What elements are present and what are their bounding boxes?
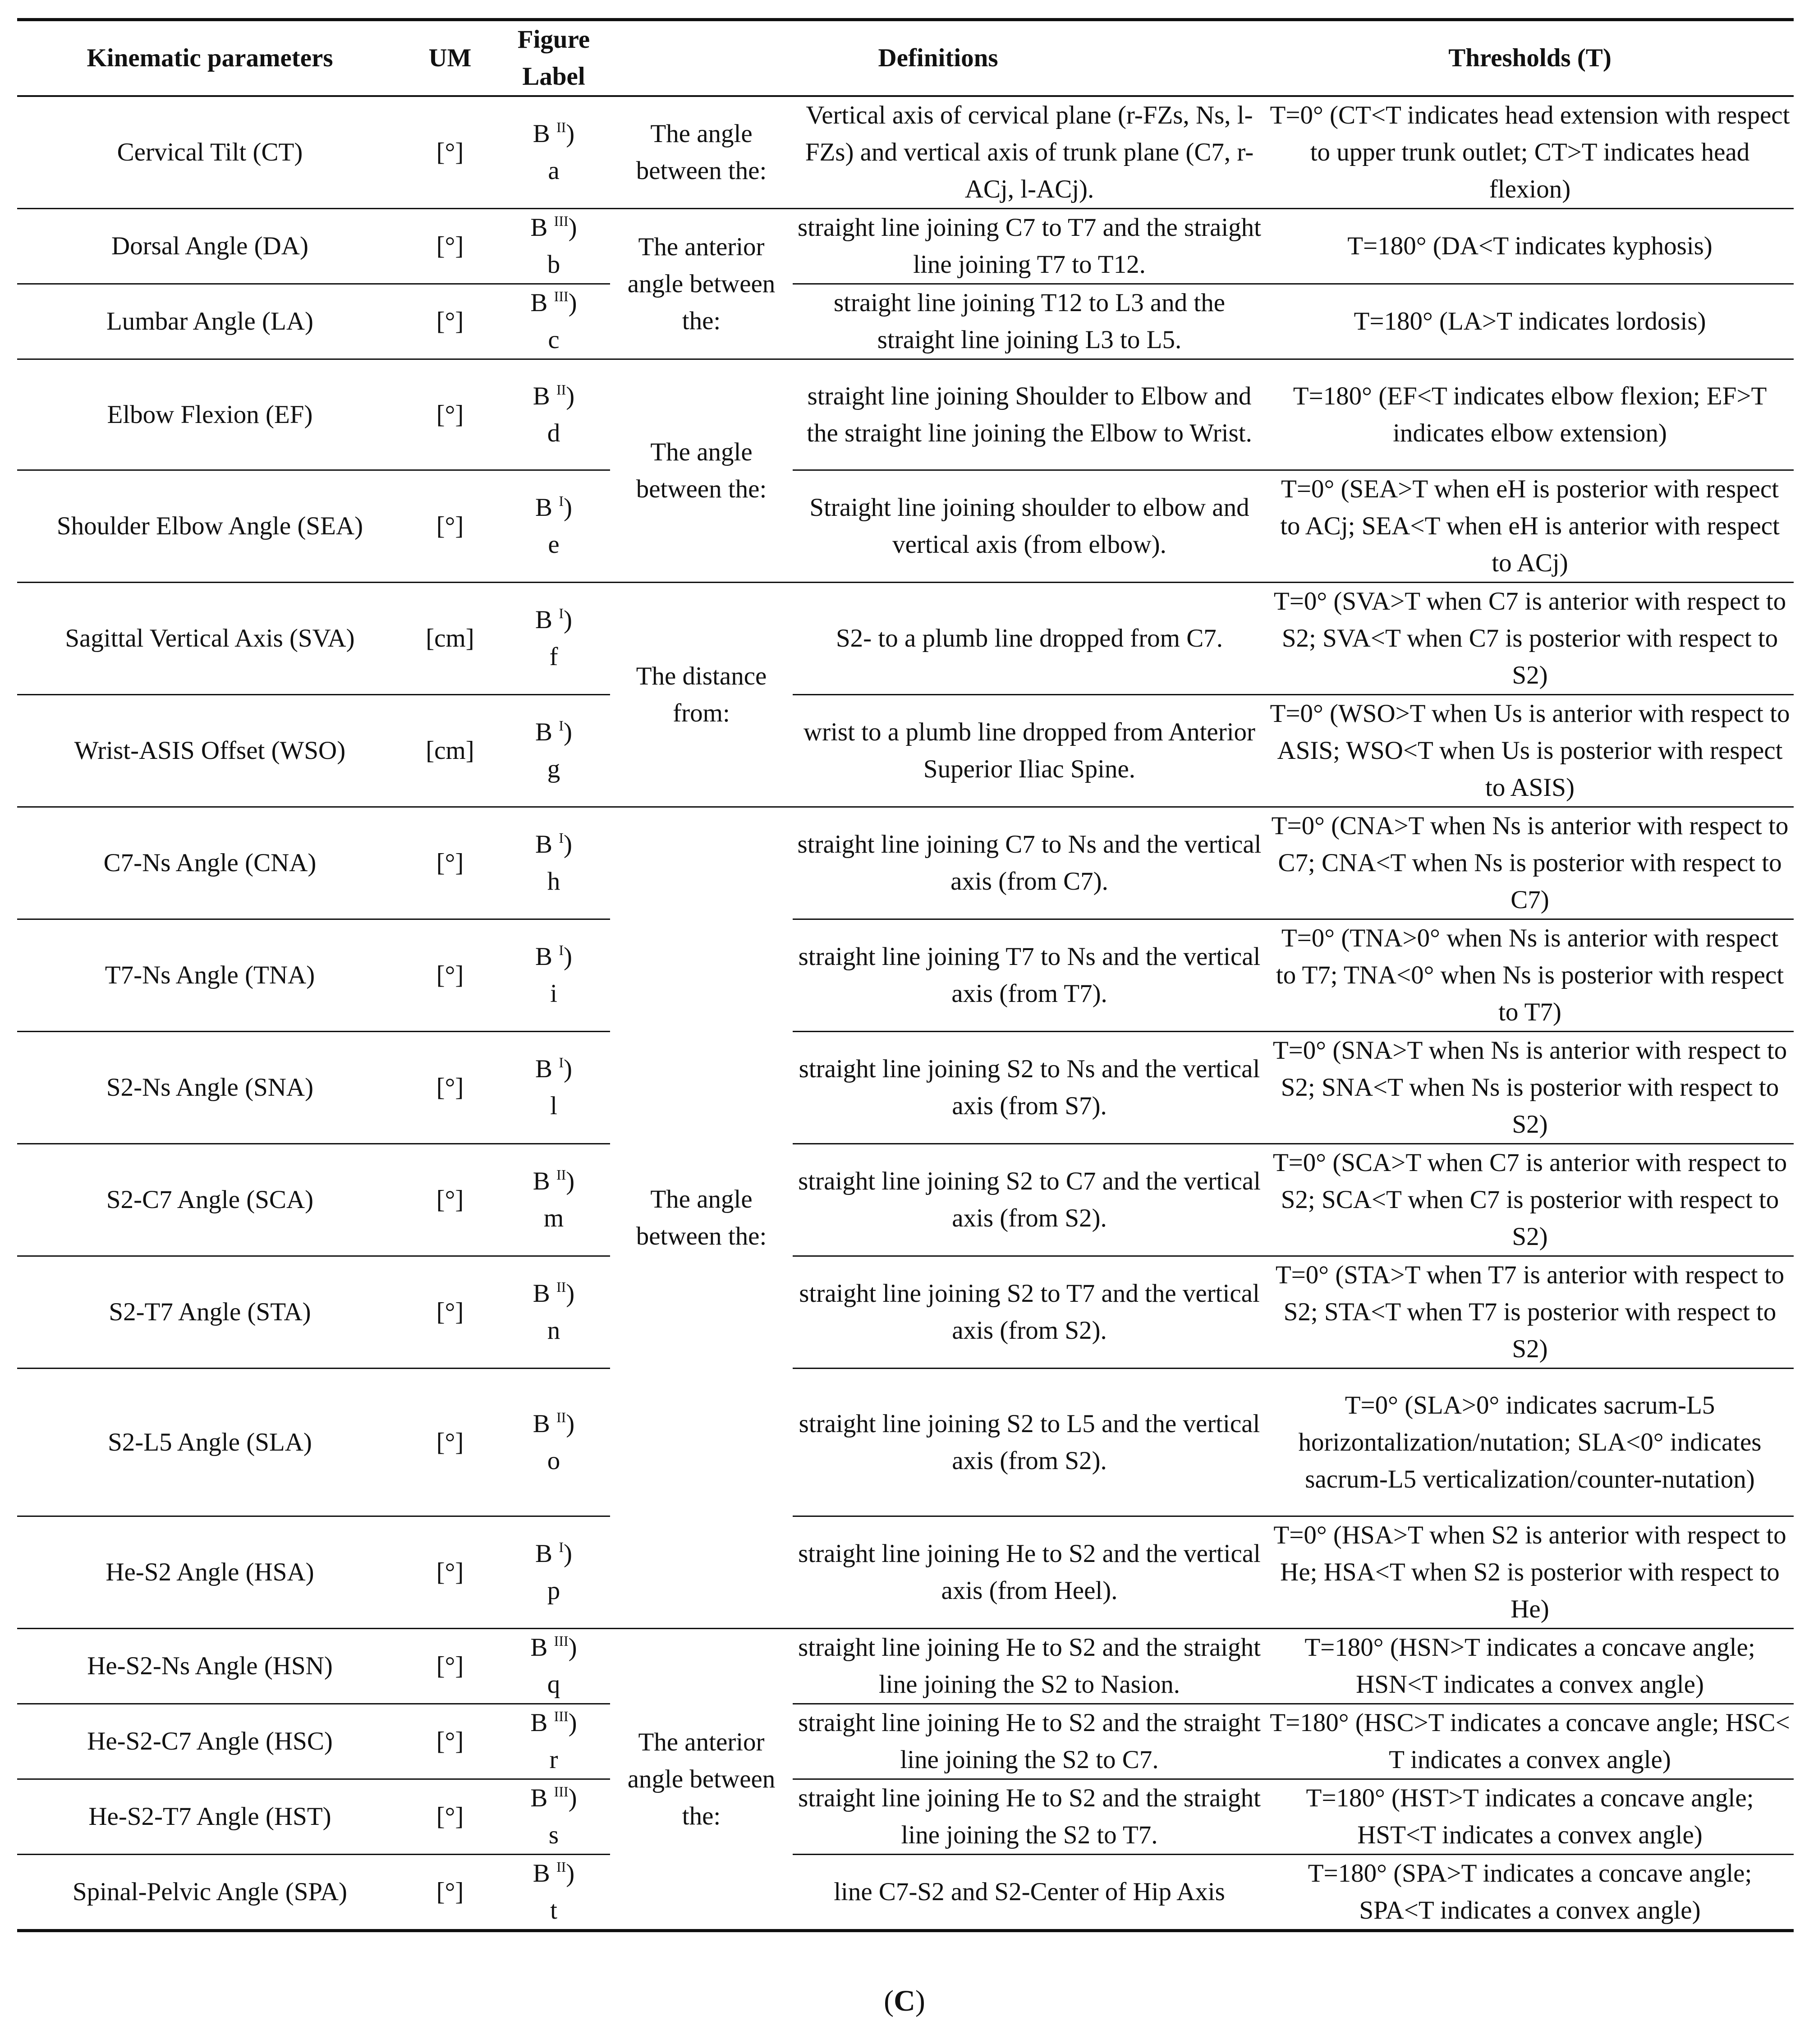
- param-cell: Dorsal Angle (DA): [17, 209, 403, 284]
- figure-label-cell: B $^{III}$) r: [497, 1704, 610, 1779]
- caption-letter: C: [894, 1984, 915, 2017]
- figure-label-cell: B $^{III}$) c: [497, 284, 610, 359]
- definition-cell: Vertical axis of cervical plane (r-FZs, Ns, l-FZs) and vertical axis of trunk plane (C7, r-ACj, l-ACj).: [805, 101, 1254, 203]
- caption-close-paren: ): [915, 1984, 925, 2017]
- definition-cell: straight line joining He to S2 and the straight line joining the S2 to C7.: [793, 1704, 1266, 1779]
- figure-letter: l: [550, 1092, 557, 1120]
- definition-cell: straight line joining C7 to T7 and the straight line joining T7 to T12.: [793, 209, 1266, 284]
- figure-letter: n: [547, 1316, 560, 1345]
- header-kinematic-parameters: Kinematic parameters: [17, 20, 403, 96]
- um-cell: [°]: [403, 1779, 497, 1855]
- param-cell: He-S2-Ns Angle (HSN): [17, 1629, 403, 1704]
- um-cell: [°]: [403, 1144, 497, 1256]
- group-label: The anterior angle between the:: [610, 209, 793, 359]
- threshold-cell: T=0° (TNA>0° when Ns is anterior with respect to T7; TNA<0° when Ns is posterior with respect to T7): [1266, 919, 1794, 1032]
- threshold-cell: T=0° (SVA>T when C7 is anterior with respect to S2; SVA<T when C7 is posterior with respect to S2): [1266, 583, 1794, 695]
- um-cell: [°]: [403, 1369, 497, 1516]
- group-label: The anterior angle between the:: [610, 1629, 793, 1931]
- um-cell: [°]: [403, 1516, 497, 1629]
- table-row: [17, 1032, 1794, 1144]
- figure-letter: h: [547, 867, 560, 896]
- figure-label-cell: B $^{II}$) n: [497, 1256, 610, 1369]
- threshold-cell: T=0° (HSA>T when S2 is anterior with respect to He; HSA<T when S2 is posterior with respect to He): [1266, 1516, 1794, 1629]
- table-row: [17, 695, 1794, 807]
- threshold-cell: T=180° (HSC>T indicates a concave angle; HSC< T indicates a convex angle): [1266, 1704, 1794, 1779]
- definition-cell: straight line joining S2 to Ns and the vertical axis (from S7).: [793, 1032, 1266, 1144]
- figure-label-cell: B $^I$) h: [497, 807, 610, 919]
- um-cell: [°]: [403, 807, 497, 919]
- figure-level: III: [554, 1783, 569, 1800]
- figure-code: B: [530, 1784, 548, 1812]
- definition-cell: straight line joining He to S2 and the straight line joining the S2 to T7.: [793, 1779, 1266, 1855]
- threshold-cell: T=0° (SNA>T when Ns is anterior with respect to S2; SNA<T when Ns is posterior with respect to S2): [1266, 1032, 1794, 1144]
- definition-cell: straight line joining T12 to L3 and the straight line joining L3 to L5.: [793, 284, 1266, 359]
- threshold-cell: T=180° (EF<T indicates elbow flexion; EF>T indicates elbow extension): [1266, 359, 1794, 470]
- figure-level: II: [556, 1409, 566, 1425]
- figure-letter: p: [547, 1576, 560, 1605]
- um-cell: [°]: [403, 1704, 497, 1779]
- figure-level: III: [554, 1633, 569, 1649]
- param-cell: S2-C7 Angle (SCA): [17, 1144, 403, 1256]
- definition-cell: straight line joining Shoulder to Elbow and the straight line joining the Elbow to Wrist.: [793, 359, 1266, 470]
- figure-code: B: [535, 718, 553, 746]
- um-cell: [°]: [403, 1032, 497, 1144]
- figure-letter: f: [549, 643, 558, 671]
- figure-label-cell: B $^I$) i: [497, 919, 610, 1032]
- figure-letter: b: [547, 250, 560, 279]
- figure-letter: d: [547, 418, 560, 447]
- figure-code: B: [533, 1279, 550, 1308]
- figure-level: III: [554, 213, 569, 229]
- figure-level: I: [559, 493, 564, 509]
- figure-label-cell: B $^I$) f: [497, 583, 610, 695]
- figure-level: II: [556, 381, 566, 398]
- group-label: The distance from:: [610, 583, 793, 807]
- figure-label-cell: B $^I$) e: [497, 470, 610, 583]
- threshold-cell: T=0° (SCA>T when C7 is anterior with respect to S2; SCA<T when C7 is posterior with respect to S2): [1266, 1144, 1794, 1256]
- table-row: [17, 96, 1794, 209]
- threshold-cell: T=180° (LA>T indicates lordosis): [1266, 284, 1794, 359]
- header-row: [17, 20, 1794, 96]
- table-row: [17, 1704, 1794, 1779]
- figure-label-cell: B $^{II}$) t: [497, 1855, 610, 1931]
- table-row: [17, 1256, 1794, 1369]
- figure-code: B: [535, 493, 553, 522]
- definition-cell: straight line joining S2 to L5 and the vertical axis (from S2).: [793, 1369, 1266, 1516]
- param-cell: Spinal-Pelvic Angle (SPA): [17, 1855, 403, 1931]
- um-cell: [cm]: [403, 695, 497, 807]
- figure-code: B: [530, 289, 548, 317]
- figure-code: B: [533, 1859, 550, 1888]
- definition-cell: straight line joining He to S2 and the straight line joining the S2 to Nasion.: [793, 1629, 1266, 1704]
- table-row: [17, 1629, 1794, 1704]
- um-cell: [°]: [403, 1855, 497, 1931]
- table-row: [17, 1144, 1794, 1256]
- figure-label-cell: B $^I$) l: [497, 1032, 610, 1144]
- um-cell: [°]: [403, 470, 497, 583]
- figure-level: I: [559, 717, 564, 734]
- figure-letter: o: [547, 1446, 560, 1475]
- threshold-cell: T=0° (CNA>T when Ns is anterior with respect to C7; CNA<T when Ns is posterior with respect to C7): [1266, 807, 1794, 919]
- figure-code: B: [535, 1539, 553, 1568]
- figure-code: B: [535, 1055, 553, 1083]
- threshold-cell: T=180° (DA<T indicates kyphosis): [1266, 209, 1794, 284]
- table-row: [17, 284, 1794, 359]
- figure-code: B: [530, 1709, 548, 1737]
- threshold-cell: T=0° (SEA>T when eH is posterior with respect to ACj; SEA<T when eH is anterior with respect to ACj): [1266, 470, 1794, 583]
- table-row: [17, 1855, 1794, 1931]
- figure-level: I: [559, 1539, 564, 1555]
- figure-code: B: [533, 119, 550, 148]
- param-cell: Lumbar Angle (LA): [17, 284, 403, 359]
- definition-cell: straight line joining T7 to Ns and the vertical axis (from T7).: [793, 919, 1266, 1032]
- figure-level: II: [556, 119, 566, 135]
- threshold-cell: T=0° (SLA>0° indicates sacrum-L5 horizontalization/nutation; SLA<0° indicates sacrum-L5 verticalization/counter-nutation): [1266, 1369, 1794, 1516]
- figure-letter: m: [543, 1204, 564, 1232]
- param-cell: Elbow Flexion (EF): [17, 359, 403, 470]
- param-cell: C7-Ns Angle (CNA): [17, 807, 403, 919]
- figure-level: II: [556, 1859, 566, 1875]
- threshold-cell: T=180° (HSN>T indicates a concave angle; HSN<T indicates a convex angle): [1266, 1629, 1794, 1704]
- definition-cell: straight line joining S2 to T7 and the vertical axis (from S2).: [793, 1256, 1266, 1369]
- figure-label-cell: B $^I$) g: [497, 695, 610, 807]
- definition-cell: straight line joining C7 to Ns and the vertical axis (from C7).: [793, 807, 1266, 919]
- figure-label-cell: B $^{II}$) a: [497, 96, 610, 209]
- table-row: [17, 583, 1794, 695]
- figure-level: III: [554, 1708, 569, 1724]
- param-cell: Cervical Tilt (CT): [117, 138, 303, 166]
- um-cell: [°]: [436, 138, 464, 166]
- caption-open-paren: (: [884, 1984, 894, 2017]
- param-cell: Shoulder Elbow Angle (SEA): [17, 470, 403, 583]
- table-row: [17, 1779, 1794, 1855]
- header-figure-label: Figure Label: [497, 20, 610, 96]
- definition-cell: S2- to a plumb line dropped from C7.: [793, 583, 1266, 695]
- figure-level: I: [559, 830, 564, 846]
- definition-cell: straight line joining He to S2 and the vertical axis (from Heel).: [793, 1516, 1266, 1629]
- figure-letter: i: [550, 979, 557, 1008]
- definition-cell: straight line joining S2 to C7 and the vertical axis (from S2).: [793, 1144, 1266, 1256]
- definition-cell: Straight line joining shoulder to elbow and vertical axis (from elbow).: [793, 470, 1266, 583]
- figure-code: B: [533, 1167, 550, 1195]
- table-row: [17, 470, 1794, 583]
- figure-level: I: [559, 1054, 564, 1070]
- figure-level: I: [559, 942, 564, 958]
- um-cell: [°]: [403, 1629, 497, 1704]
- figure-letter: s: [548, 1821, 559, 1849]
- figure-letter: r: [549, 1745, 558, 1774]
- um-cell: [°]: [403, 919, 497, 1032]
- figure-level: II: [556, 1167, 566, 1183]
- threshold-cell: T=0° (CT<T indicates head extension with respect to upper trunk outlet; CT>T indicates head flexion): [1270, 101, 1790, 203]
- header-thresholds: Thresholds (T): [1266, 20, 1794, 96]
- figure-label-cell: B $^{II}$) o: [497, 1369, 610, 1516]
- param-cell: He-S2-C7 Angle (HSC): [17, 1704, 403, 1779]
- figure-label-cell: B $^{III}$) b: [497, 209, 610, 284]
- figure-level: III: [554, 288, 569, 304]
- figure-label-cell: B $^{III}$) s: [497, 1779, 610, 1855]
- figure-label-cell: B $^I$) p: [497, 1516, 610, 1629]
- figure-code: B: [530, 213, 548, 242]
- table-row: [17, 359, 1794, 470]
- table-row: [17, 807, 1794, 919]
- header-um: UM: [403, 20, 497, 96]
- figure-code: B: [535, 942, 553, 971]
- threshold-cell: T=0° (STA>T when T7 is anterior with respect to S2; STA<T when T7 is posterior with respect to S2): [1266, 1256, 1794, 1369]
- group-label: The angle between the:: [636, 119, 767, 185]
- table-row: [17, 1369, 1794, 1516]
- figure-letter: t: [550, 1896, 557, 1925]
- threshold-cell: T=180° (SPA>T indicates a concave angle; SPA<T indicates a convex angle): [1266, 1855, 1794, 1931]
- param-cell: Sagittal Vertical Axis (SVA): [17, 583, 403, 695]
- threshold-cell: T=0° (WSO>T when Us is anterior with respect to ASIS; WSO<T when Us is posterior with respect to ASIS): [1266, 695, 1794, 807]
- figure-letter: c: [548, 326, 560, 354]
- kinematic-parameters-table: [17, 18, 1794, 1932]
- figure-level: I: [559, 605, 564, 621]
- figure-code: B: [535, 606, 553, 634]
- um-cell: [°]: [403, 1256, 497, 1369]
- table-caption: [0, 1984, 1809, 2018]
- figure-label-cell: B $^{III}$) q: [497, 1629, 610, 1704]
- figure-letter: a: [548, 156, 560, 185]
- param-cell: S2-T7 Angle (STA): [17, 1256, 403, 1369]
- param-cell: He-S2-T7 Angle (HST): [17, 1779, 403, 1855]
- param-cell: He-S2 Angle (HSA): [17, 1516, 403, 1629]
- definition-cell: line C7-S2 and S2-Center of Hip Axis: [793, 1855, 1266, 1931]
- threshold-cell: T=180° (HST>T indicates a concave angle; HST<T indicates a convex angle): [1266, 1779, 1794, 1855]
- definition-cell: wrist to a plumb line dropped from Anterior Superior Iliac Spine.: [793, 695, 1266, 807]
- table-row: [17, 1516, 1794, 1629]
- group-label: The angle between the:: [610, 807, 793, 1629]
- figure-level: II: [556, 1279, 566, 1295]
- figure-letter: g: [547, 755, 560, 783]
- group-label: The angle between the:: [610, 359, 793, 583]
- um-cell: [°]: [403, 359, 497, 470]
- figure-code: B: [533, 1409, 550, 1438]
- figure-label-cell: B $^{II}$) m: [497, 1144, 610, 1256]
- figure-letter: q: [547, 1670, 560, 1699]
- figure-label-cell: B $^{II}$) d: [497, 359, 610, 470]
- param-cell: T7-Ns Angle (TNA): [17, 919, 403, 1032]
- table-row: [17, 919, 1794, 1032]
- figure-letter: e: [548, 530, 560, 559]
- figure-code: B: [530, 1633, 548, 1662]
- um-cell: [cm]: [403, 583, 497, 695]
- table-row: [17, 209, 1794, 284]
- param-cell: S2-L5 Angle (SLA): [17, 1369, 403, 1516]
- figure-code: B: [535, 830, 553, 859]
- um-cell: [°]: [403, 209, 497, 284]
- param-cell: Wrist-ASIS Offset (WSO): [17, 695, 403, 807]
- figure-code: B: [533, 381, 550, 410]
- um-cell: [°]: [403, 284, 497, 359]
- param-cell: S2-Ns Angle (SNA): [17, 1032, 403, 1144]
- header-definitions: Definitions: [610, 20, 1266, 96]
